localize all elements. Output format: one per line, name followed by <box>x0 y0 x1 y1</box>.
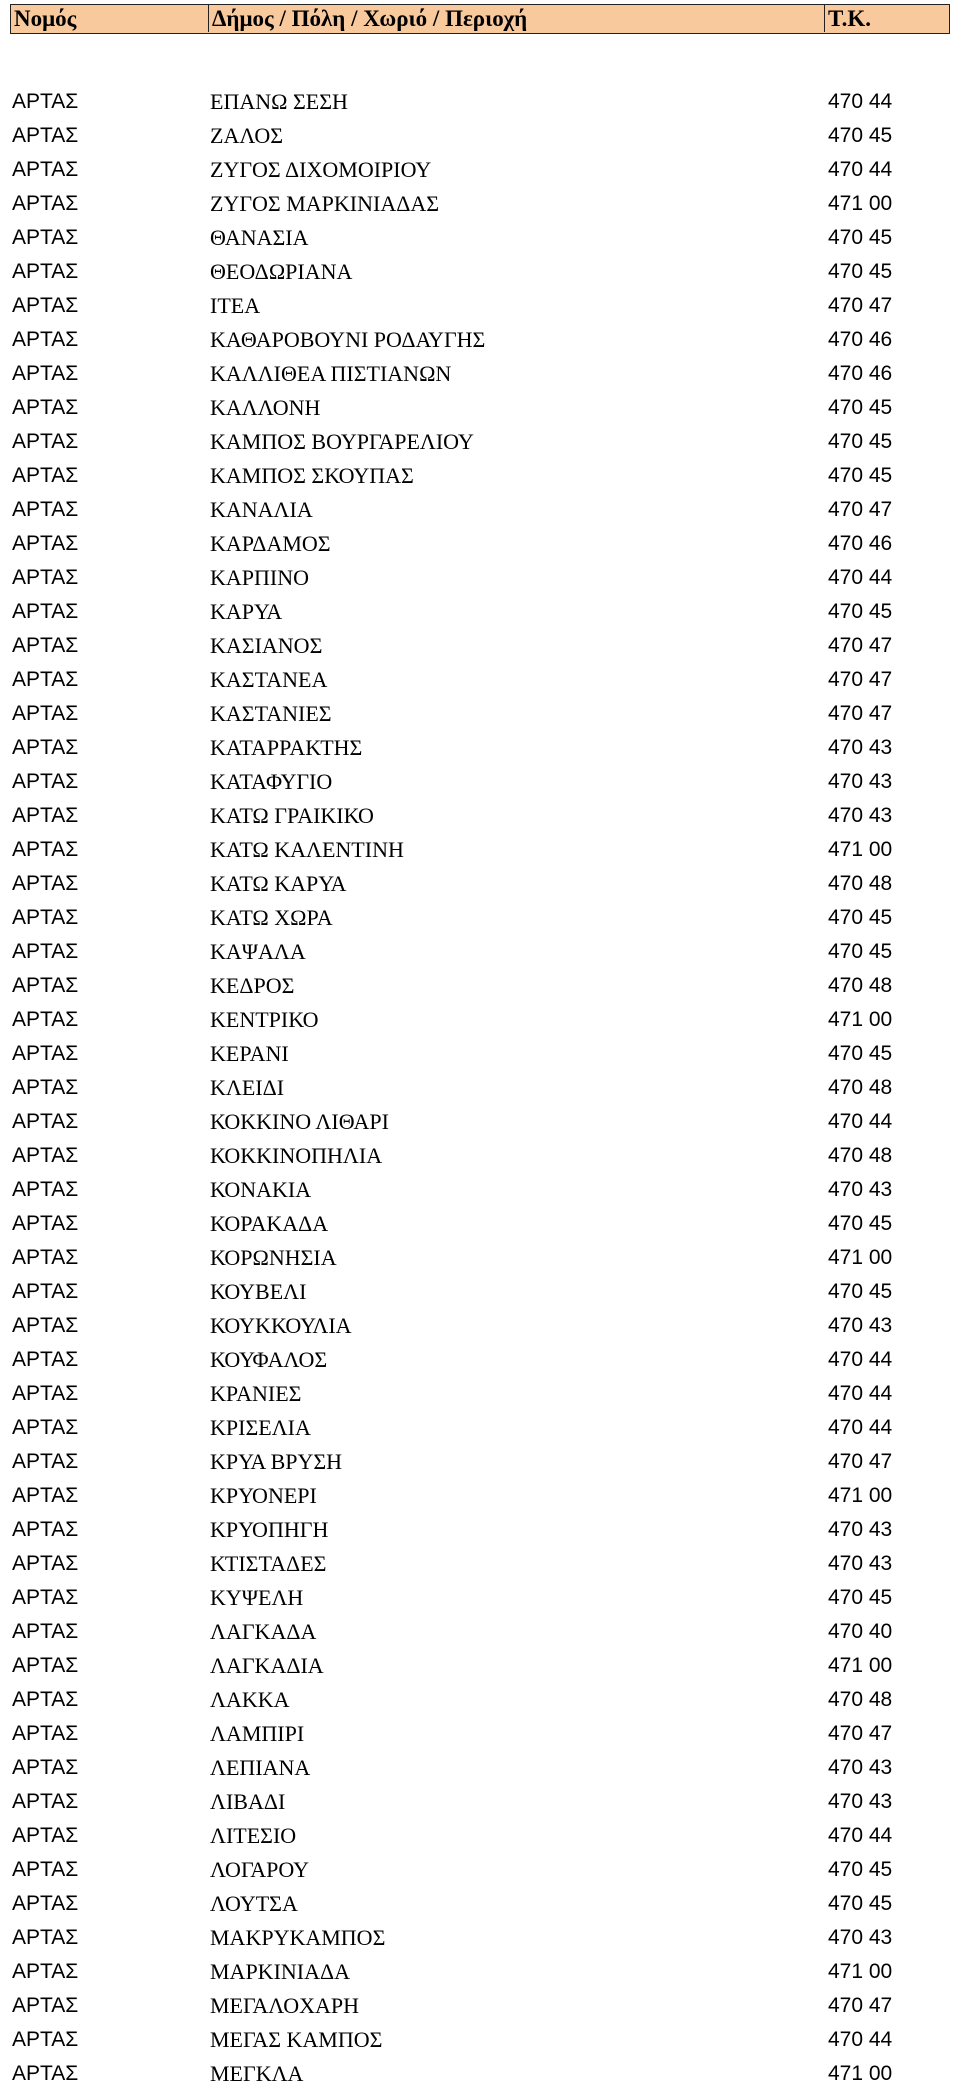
cell-nomos: ΑΡΤΑΣ <box>12 838 79 861</box>
table-row <box>10 1479 950 1513</box>
table-row <box>10 357 950 391</box>
table-row <box>10 867 950 901</box>
table-row <box>10 1547 950 1581</box>
cell-postal-code: 470 43 <box>828 1926 893 1949</box>
cell-nomos: ΑΡΤΑΣ <box>12 124 79 147</box>
cell-nomos: ΑΡΤΑΣ <box>12 1110 79 1133</box>
table-row <box>10 1989 950 2023</box>
table-row <box>10 833 950 867</box>
cell-place: ΚΤΙΣΤΑΔΕΣ <box>210 1551 327 1576</box>
cell-nomos: ΑΡΤΑΣ <box>12 2062 79 2085</box>
cell-nomos: ΑΡΤΑΣ <box>12 1314 79 1337</box>
table-row <box>10 1071 950 1105</box>
cell-place: ΚΡΥΑ ΒΡΥΣΗ <box>210 1449 343 1474</box>
cell-place: ΚΡΑΝΙΕΣ <box>210 1381 302 1406</box>
cell-place: ΚΟΡΩΝΗΣΙΑ <box>210 1245 337 1270</box>
table-row <box>10 493 950 527</box>
cell-nomos: ΑΡΤΑΣ <box>12 1654 79 1677</box>
cell-postal-code: 470 47 <box>828 634 893 657</box>
cell-place: ΚΑΨΑΛΑ <box>210 939 306 964</box>
cell-nomos: ΑΡΤΑΣ <box>12 1552 79 1575</box>
cell-place: ΜΑΡΚΙΝΙΑΔΑ <box>210 1959 351 1984</box>
cell-postal-code: 470 44 <box>828 2028 893 2051</box>
cell-postal-code: 470 45 <box>828 600 893 623</box>
cell-postal-code: 470 45 <box>828 940 893 963</box>
table-row <box>10 2057 950 2091</box>
cell-nomos: ΑΡΤΑΣ <box>12 90 79 113</box>
table-row <box>10 1921 950 1955</box>
cell-postal-code: 471 00 <box>828 1484 893 1507</box>
cell-nomos: ΑΡΤΑΣ <box>12 600 79 623</box>
cell-place: ΚΟΝΑΚΙΑ <box>210 1177 312 1202</box>
table-row <box>10 187 950 221</box>
cell-place: ΚΕΝΤΡΙΚΟ <box>210 1007 319 1032</box>
cell-postal-code: 470 48 <box>828 1688 893 1711</box>
cell-place: ΚΑΤΩ ΓΡΑΙΚΙΚΟ <box>210 803 374 828</box>
cell-place: ΚΑΣΙΑΝΟΣ <box>210 633 323 658</box>
cell-postal-code: 470 45 <box>828 1042 893 1065</box>
table-row <box>10 1615 950 1649</box>
cell-nomos: ΑΡΤΑΣ <box>12 1008 79 1031</box>
cell-place: ΚΡΥΟΝΕΡΙ <box>210 1483 317 1508</box>
cell-nomos: ΑΡΤΑΣ <box>12 872 79 895</box>
cell-nomos: ΑΡΤΑΣ <box>12 498 79 521</box>
cell-place: ΛΑΜΠΙΡΙ <box>210 1721 305 1746</box>
table-row <box>10 1751 950 1785</box>
table-row <box>10 221 950 255</box>
cell-nomos: ΑΡΤΑΣ <box>12 974 79 997</box>
cell-nomos: ΑΡΤΑΣ <box>12 1280 79 1303</box>
table-row <box>10 1853 950 1887</box>
cell-postal-code: 470 44 <box>828 1824 893 1847</box>
cell-postal-code: 470 48 <box>828 1076 893 1099</box>
cell-postal-code: 470 44 <box>828 1382 893 1405</box>
cell-place: ΛΑΓΚΑΔΑ <box>210 1619 317 1644</box>
table-row <box>10 153 950 187</box>
cell-place: ΚΟΥΚΚΟΥΛΙΑ <box>210 1313 352 1338</box>
cell-place: ΛΑΓΚΑΔΙΑ <box>210 1653 324 1678</box>
cell-postal-code: 470 46 <box>828 532 893 555</box>
cell-place: ΚΑΝΑΛΙΑ <box>210 497 313 522</box>
cell-postal-code: 471 00 <box>828 1246 893 1269</box>
table-row <box>10 119 950 153</box>
cell-nomos: ΑΡΤΑΣ <box>12 634 79 657</box>
cell-postal-code: 470 48 <box>828 872 893 895</box>
cell-nomos: ΑΡΤΑΣ <box>12 1688 79 1711</box>
table-row <box>10 629 950 663</box>
cell-postal-code: 470 43 <box>828 1518 893 1541</box>
cell-place: ΚΑΜΠΟΣ ΒΟΥΡΓΑΡΕΛΙΟΥ <box>210 429 474 454</box>
table-row <box>10 255 950 289</box>
cell-nomos: ΑΡΤΑΣ <box>12 226 79 249</box>
cell-nomos: ΑΡΤΑΣ <box>12 1620 79 1643</box>
table-row <box>10 425 950 459</box>
cell-place: ΚΑΡΔΑΜΟΣ <box>210 531 331 556</box>
cell-nomos: ΑΡΤΑΣ <box>12 736 79 759</box>
cell-place: ΜΕΓΚΛΑ <box>210 2061 304 2086</box>
cell-nomos: ΑΡΤΑΣ <box>12 1450 79 1473</box>
cell-postal-code: 470 48 <box>828 974 893 997</box>
table-row <box>10 1241 950 1275</box>
cell-postal-code: 470 47 <box>828 1450 893 1473</box>
cell-nomos: ΑΡΤΑΣ <box>12 566 79 589</box>
cell-postal-code: 470 44 <box>828 1348 893 1371</box>
cell-place: ΚΑΛΛΟΝΗ <box>210 395 321 420</box>
table-row <box>10 935 950 969</box>
cell-place: ΚΑΤΩ ΚΑΛΕΝΤΙΝΗ <box>210 837 404 862</box>
cell-nomos: ΑΡΤΑΣ <box>12 702 79 725</box>
cell-nomos: ΑΡΤΑΣ <box>12 396 79 419</box>
cell-place: ΖΥΓΟΣ ΔΙΧΟΜΟΙΡΙΟΥ <box>210 157 432 182</box>
cell-place: ΚΡΙΣΕΛΙΑ <box>210 1415 311 1440</box>
cell-place: ΚΟΥΦΑΛΟΣ <box>210 1347 328 1372</box>
cell-place: ΛΑΚΚΑ <box>210 1687 290 1712</box>
cell-postal-code: 470 45 <box>828 226 893 249</box>
cell-postal-code: 470 45 <box>828 1586 893 1609</box>
table-row <box>10 1717 950 1751</box>
cell-place: ΚΑΜΠΟΣ ΣΚΟΥΠΑΣ <box>210 463 414 488</box>
cell-postal-code: 470 45 <box>828 124 893 147</box>
table-row <box>10 459 950 493</box>
cell-nomos: ΑΡΤΑΣ <box>12 260 79 283</box>
cell-place: ΚΑΣΤΑΝΕΑ <box>210 667 328 692</box>
cell-nomos: ΑΡΤΑΣ <box>12 158 79 181</box>
table-row <box>10 1037 950 1071</box>
table-row <box>10 969 950 1003</box>
cell-postal-code: 470 47 <box>828 1994 893 2017</box>
header-nomos: Νομός <box>11 5 209 32</box>
header-tk: Τ.Κ. <box>828 6 872 31</box>
table-row <box>10 391 950 425</box>
cell-postal-code: 471 00 <box>828 838 893 861</box>
cell-place: ΚΥΨΕΛΗ <box>210 1585 304 1610</box>
cell-nomos: ΑΡΤΑΣ <box>12 532 79 555</box>
cell-nomos: ΑΡΤΑΣ <box>12 1076 79 1099</box>
cell-place: ΚΡΥΟΠΗΓΗ <box>210 1517 329 1542</box>
cell-nomos: ΑΡΤΑΣ <box>12 1144 79 1167</box>
cell-nomos: ΑΡΤΑΣ <box>12 1042 79 1065</box>
table-row <box>10 731 950 765</box>
cell-place: ΚΛΕΙΔΙ <box>210 1075 285 1100</box>
cell-postal-code: 471 00 <box>828 1008 893 1031</box>
table-row <box>10 1105 950 1139</box>
cell-postal-code: 470 43 <box>828 1178 893 1201</box>
cell-nomos: ΑΡΤΑΣ <box>12 1756 79 1779</box>
cell-place: ΚΟΥΒΕΛΙ <box>210 1279 307 1304</box>
cell-postal-code: 470 43 <box>828 736 893 759</box>
table-row <box>10 1887 950 1921</box>
cell-postal-code: 470 47 <box>828 668 893 691</box>
cell-place: ΚΑΡΠΙΝΟ <box>210 565 309 590</box>
table-row <box>10 1411 950 1445</box>
table-row <box>10 799 950 833</box>
cell-postal-code: 470 43 <box>828 1790 893 1813</box>
cell-postal-code: 470 48 <box>828 1144 893 1167</box>
table-row <box>10 765 950 799</box>
table-row <box>10 1377 950 1411</box>
cell-nomos: ΑΡΤΑΣ <box>12 430 79 453</box>
cell-postal-code: 470 44 <box>828 158 893 181</box>
cell-postal-code: 470 45 <box>828 430 893 453</box>
cell-place: ΜΑΚΡΥΚΑΜΠΟΣ <box>210 1925 386 1950</box>
table-row <box>10 323 950 357</box>
table-row <box>10 1343 950 1377</box>
cell-nomos: ΑΡΤΑΣ <box>12 668 79 691</box>
table-row <box>10 1275 950 1309</box>
cell-postal-code: 470 47 <box>828 498 893 521</box>
cell-place: ΚΕΔΡΟΣ <box>210 973 295 998</box>
cell-postal-code: 470 47 <box>828 702 893 725</box>
cell-place: ΚΟΚΚΙΝΟ ΛΙΘΑΡΙ <box>210 1109 389 1134</box>
cell-postal-code: 470 43 <box>828 804 893 827</box>
table-row <box>10 1207 950 1241</box>
table-row <box>10 1955 950 1989</box>
table-row <box>10 697 950 731</box>
table-row <box>10 527 950 561</box>
cell-place: ΙΤΕΑ <box>210 293 261 318</box>
cell-postal-code: 470 45 <box>828 464 893 487</box>
table-row <box>10 1819 950 1853</box>
table-row <box>10 2023 950 2057</box>
table-row <box>10 1581 950 1615</box>
cell-place: ΖΥΓΟΣ ΜΑΡΚΙΝΙΑΔΑΣ <box>210 191 440 216</box>
cell-nomos: ΑΡΤΑΣ <box>12 294 79 317</box>
cell-nomos: ΑΡΤΑΣ <box>12 940 79 963</box>
cell-place: ΚΕΡΑΝΙ <box>210 1041 289 1066</box>
cell-place: ΚΑΤΑΡΡΑΚΤΗΣ <box>210 735 363 760</box>
cell-nomos: ΑΡΤΑΣ <box>12 1926 79 1949</box>
cell-nomos: ΑΡΤΑΣ <box>12 1722 79 1745</box>
cell-postal-code: 470 44 <box>828 1110 893 1133</box>
cell-place: ΛΙΤΕΣΙΟ <box>210 1823 297 1848</box>
cell-nomos: ΑΡΤΑΣ <box>12 328 79 351</box>
cell-nomos: ΑΡΤΑΣ <box>12 1212 79 1235</box>
cell-nomos: ΑΡΤΑΣ <box>12 362 79 385</box>
cell-place: ΚΟΚΚΙΝΟΠΗΛΙΑ <box>210 1143 383 1168</box>
cell-postal-code: 470 46 <box>828 362 893 385</box>
cell-nomos: ΑΡΤΑΣ <box>12 464 79 487</box>
cell-postal-code: 470 45 <box>828 1892 893 1915</box>
cell-nomos: ΑΡΤΑΣ <box>12 1178 79 1201</box>
cell-place: ΚΑΤΩ ΧΩΡΑ <box>210 905 333 930</box>
table-row <box>10 663 950 697</box>
cell-place: ΚΑΘΑΡΟΒΟΥΝΙ ΡΟΔΑΥΓΗΣ <box>210 327 486 352</box>
cell-nomos: ΑΡΤΑΣ <box>12 1348 79 1371</box>
cell-place: ΛΕΠΙΑΝΑ <box>210 1755 311 1780</box>
cell-postal-code: 471 00 <box>828 1654 893 1677</box>
cell-place: ΚΑΛΛΙΘΕΑ ΠΙΣΤΙΑΝΩΝ <box>210 361 452 386</box>
cell-place: ΖΑΛΟΣ <box>210 123 284 148</box>
cell-nomos: ΑΡΤΑΣ <box>12 1382 79 1405</box>
cell-postal-code: 470 43 <box>828 770 893 793</box>
cell-nomos: ΑΡΤΑΣ <box>12 804 79 827</box>
cell-postal-code: 470 44 <box>828 566 893 589</box>
table-row <box>10 1513 950 1547</box>
cell-nomos: ΑΡΤΑΣ <box>12 1518 79 1541</box>
cell-nomos: ΑΡΤΑΣ <box>12 1824 79 1847</box>
table-row <box>10 1173 950 1207</box>
table-header <box>10 4 950 34</box>
cell-place: ΘΕΟΔΩΡΙΑΝΑ <box>210 259 353 284</box>
cell-nomos: ΑΡΤΑΣ <box>12 1246 79 1269</box>
cell-place: ΚΑΤΑΦΥΓΙΟ <box>210 769 333 794</box>
table-row <box>10 85 950 119</box>
cell-place: ΚΑΡΥΑ <box>210 599 283 624</box>
cell-place: ΜΕΓΑΛΟΧΑΡΗ <box>210 1993 360 2018</box>
cell-postal-code: 470 45 <box>828 1212 893 1235</box>
cell-postal-code: 470 45 <box>828 1858 893 1881</box>
cell-nomos: ΑΡΤΑΣ <box>12 1586 79 1609</box>
cell-place: ΛΙΒΑΔΙ <box>210 1789 286 1814</box>
cell-place: ΜΕΓΑΣ ΚΑΜΠΟΣ <box>210 2027 383 2052</box>
cell-place: ΚΟΡΑΚΑΔΑ <box>210 1211 329 1236</box>
cell-nomos: ΑΡΤΑΣ <box>12 1892 79 1915</box>
table-row <box>10 1309 950 1343</box>
table-row <box>10 595 950 629</box>
cell-nomos: ΑΡΤΑΣ <box>12 1484 79 1507</box>
cell-place: ΛΟΓΑΡΟΥ <box>210 1857 310 1882</box>
cell-postal-code: 470 45 <box>828 906 893 929</box>
cell-nomos: ΑΡΤΑΣ <box>12 1960 79 1983</box>
table-body <box>10 85 950 2091</box>
cell-postal-code: 470 47 <box>828 1722 893 1745</box>
cell-postal-code: 471 00 <box>828 2062 893 2085</box>
cell-nomos: ΑΡΤΑΣ <box>12 1790 79 1813</box>
cell-nomos: ΑΡΤΑΣ <box>12 2028 79 2051</box>
cell-postal-code: 470 47 <box>828 294 893 317</box>
table-row <box>10 289 950 323</box>
cell-place: ΘΑΝΑΣΙΑ <box>210 225 309 250</box>
cell-postal-code: 470 44 <box>828 1416 893 1439</box>
cell-postal-code: 471 00 <box>828 192 893 215</box>
table-row <box>10 1445 950 1479</box>
cell-postal-code: 470 43 <box>828 1756 893 1779</box>
cell-nomos: ΑΡΤΑΣ <box>12 1858 79 1881</box>
cell-postal-code: 470 46 <box>828 328 893 351</box>
cell-nomos: ΑΡΤΑΣ <box>12 1416 79 1439</box>
cell-nomos: ΑΡΤΑΣ <box>12 906 79 929</box>
cell-postal-code: 470 45 <box>828 1280 893 1303</box>
cell-place: ΚΑΤΩ ΚΑΡΥΑ <box>210 871 347 896</box>
table-row <box>10 1683 950 1717</box>
table-row <box>10 1785 950 1819</box>
cell-place: ΕΠΑΝΩ ΣΕΣΗ <box>210 89 348 114</box>
cell-place: ΛΟΥΤΣΑ <box>210 1891 298 1916</box>
cell-postal-code: 470 45 <box>828 260 893 283</box>
cell-postal-code: 470 44 <box>828 90 893 113</box>
cell-postal-code: 470 43 <box>828 1552 893 1575</box>
table-row <box>10 1139 950 1173</box>
cell-nomos: ΑΡΤΑΣ <box>12 770 79 793</box>
table-row <box>10 1649 950 1683</box>
cell-postal-code: 470 45 <box>828 396 893 419</box>
cell-postal-code: 471 00 <box>828 1960 893 1983</box>
table-row <box>10 901 950 935</box>
table-row <box>10 1003 950 1037</box>
cell-nomos: ΑΡΤΑΣ <box>12 192 79 215</box>
cell-postal-code: 470 43 <box>828 1314 893 1337</box>
cell-postal-code: 470 40 <box>828 1620 893 1643</box>
table-row <box>10 561 950 595</box>
header-place: Δήμος / Πόλη / Χωριό / Περιοχή <box>209 5 825 32</box>
cell-nomos: ΑΡΤΑΣ <box>12 1994 79 2017</box>
cell-place: ΚΑΣΤΑΝΙΕΣ <box>210 701 332 726</box>
